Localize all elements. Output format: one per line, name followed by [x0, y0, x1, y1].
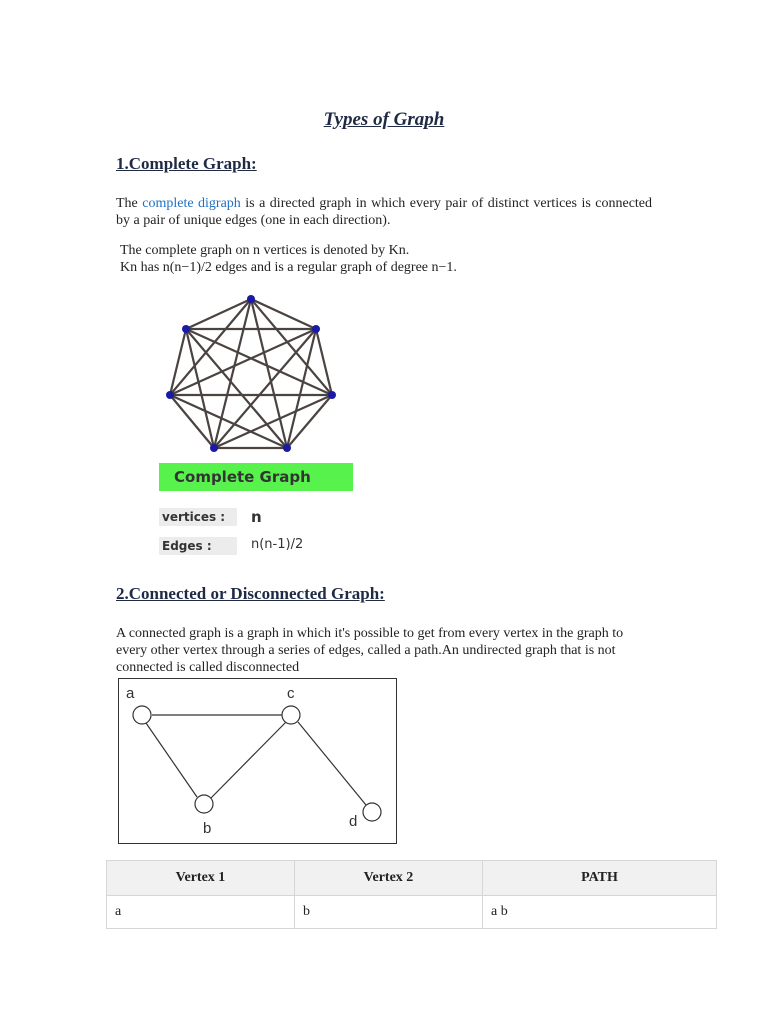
section-heading-connected-graph: 2.Connected or Disconnected Graph: [116, 584, 385, 603]
k7-edge [186, 299, 251, 329]
vertex-b [195, 795, 213, 813]
section-heading-complete-graph: 1.Complete Graph: [116, 154, 257, 173]
k7-vertex [283, 444, 291, 452]
description-suffix: is a directed graph in which every pair of distinct vertices is connected by a pair of unique edges (one in each direction). [116, 196, 653, 228]
header-path: PATH [483, 861, 717, 896]
kn-notation-line: The complete graph on n vertices is denoted by Kn. [120, 243, 410, 258]
k7-vertex [210, 444, 218, 452]
k7-vertex [247, 295, 255, 303]
table-row [107, 896, 717, 929]
kn-edges-line: Kn has n(n−1)/2 edges and is a regular graph of degree n−1. [120, 260, 457, 275]
k7-edge [170, 329, 316, 395]
vertices-label: vertices : [159, 508, 237, 526]
connected-graph-description: A connected graph is a graph in which it's possible to get from every vertex in the graph to every other vertex through a series of edges, called a path.An undirected graph that is not connected is called disconnected [116, 626, 624, 675]
complete-graph-figure [160, 290, 350, 460]
k7-edge [186, 329, 332, 395]
connected-graph-figure [118, 678, 398, 844]
cell-vertex-1: a [107, 896, 295, 929]
vertex-d [363, 803, 381, 821]
vertices-value: n [251, 508, 262, 526]
header-vertex-2: Vertex 2 [295, 861, 483, 896]
cell-path: a b [483, 896, 717, 929]
page-title: Types of Graph [323, 109, 445, 130]
label-c: c [287, 685, 295, 702]
header-vertex-1: Vertex 1 [107, 861, 295, 896]
complete-digraph-link[interactable]: complete digraph [142, 196, 241, 211]
label-b: b [203, 820, 212, 837]
vertex-c [282, 706, 300, 724]
label-d: d [349, 813, 358, 830]
k7-vertex [182, 325, 190, 333]
description-prefix: The [116, 196, 143, 211]
k7-edge [251, 299, 316, 329]
label-a: a [126, 685, 135, 702]
k7-vertex [328, 391, 336, 399]
edges-label: Edges : [159, 537, 237, 555]
k7-edge [214, 395, 332, 448]
complete-graph-description [116, 195, 652, 229]
path-table [106, 860, 717, 929]
k7-vertex [166, 391, 174, 399]
table-header-row [107, 861, 717, 896]
k7-edge [170, 395, 287, 448]
edges-value: n(n-1)/2 [251, 537, 304, 552]
complete-graph-badge: Complete Graph [159, 463, 353, 491]
k7-vertex [312, 325, 320, 333]
cell-vertex-2: b [295, 896, 483, 929]
vertex-a [133, 706, 151, 724]
